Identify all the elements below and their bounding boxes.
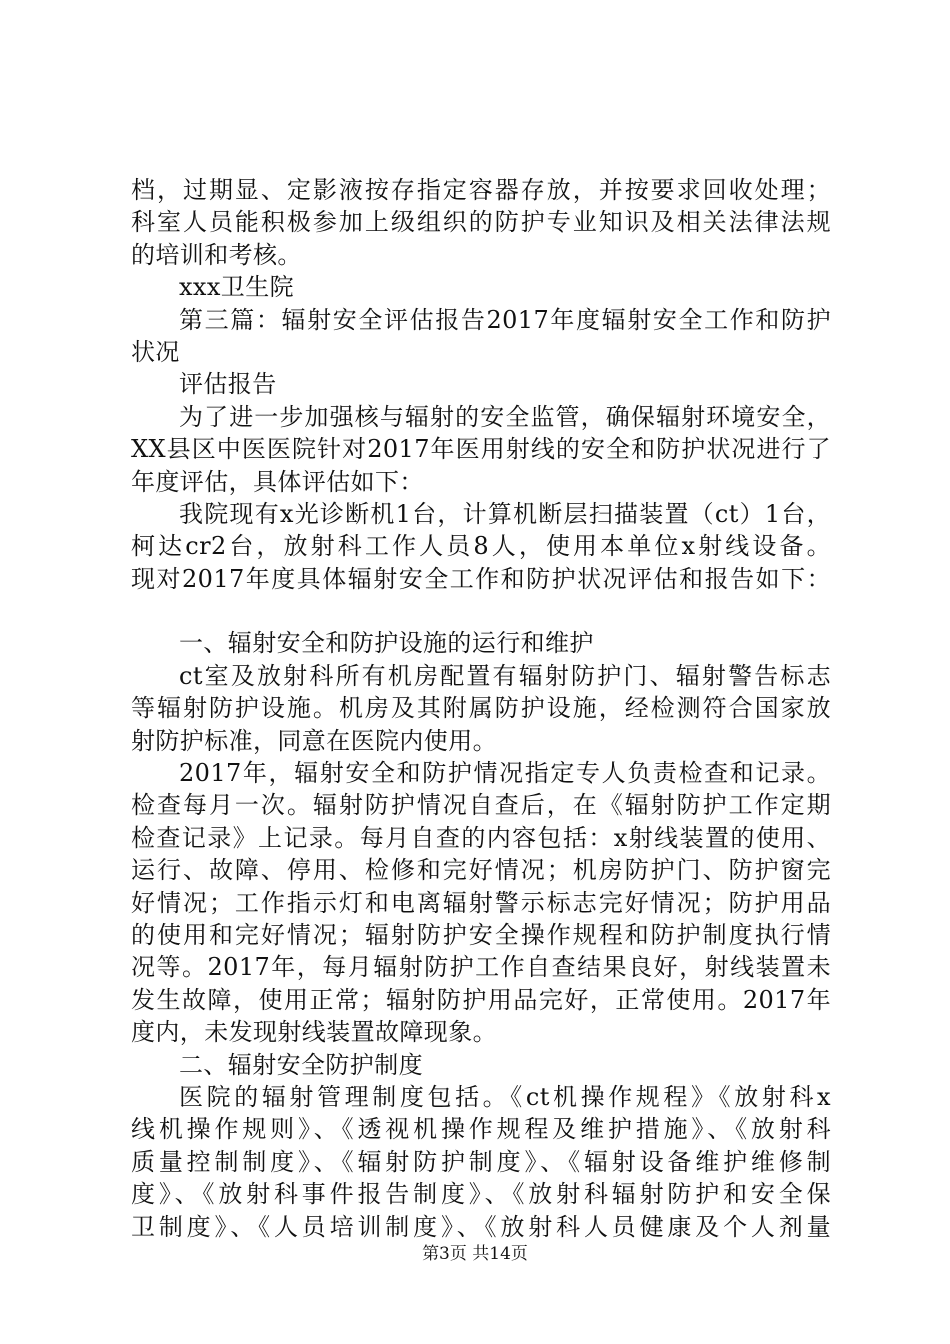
text-line: 档，过期显、定影液按存指定容器存放，并按要求回收处理； [131,176,831,204]
text-line: 的培训和考核。 [131,240,302,269]
text-line: 第三篇：辐射安全评估报告2017年度辐射安全工作和防护 [179,305,831,334]
text-line: 评估报告 [179,370,277,399]
text-line: 运行、故障、停用、检修和完好情况；机房防护门、防护窗完 [131,856,831,885]
text-line: 发生故障，使用正常；辐射防护用品完好，正常使用。2017年 [131,985,831,1014]
text-line: 一、辐射安全和防护设施的运行和维护 [179,629,594,658]
page-footer: 第3页 共14页 [422,1244,528,1264]
text-line: 检查记录》上记录。每月自查的内容包括：x射线装置的使用、 [131,823,831,852]
text-line: 度内，未发现射线装置故障现象。 [131,1018,497,1047]
text-line: 况等。2017年，每月辐射防护工作自查结果良好，射线装置未 [131,953,831,982]
text-line: 度》、《放射科事件报告制度》、《放射科辐射防护和安全保 [131,1180,831,1209]
text-line: 线机操作规则》、《透视机操作规程及维护措施》、《放射科 [131,1115,831,1144]
text-line: XX县区中医医院针对2017年医用射线的安全和防护状况进行了 [131,435,831,464]
text-line: 为了进一步加强核与辐射的安全监管，确保辐射环境安全， [179,402,831,431]
text-line: ct室及放射科所有机房配置有辐射防护门、辐射警告标志 [179,661,831,690]
text-line: 柯达cr2台，放射科工作人员8人，使用本单位x射线设备。 [131,532,831,561]
text-line: 的使用和完好情况；辐射防护安全操作规程和防护制度执行情 [131,920,831,949]
text-line: 卫制度》、《人员培训制度》、《放射科人员健康及个人剂量 [131,1212,831,1241]
text-line: 二、辐射安全防护制度 [179,1050,423,1079]
text-line: 检查每月一次。辐射防护情况自查后，在《辐射防护工作定期 [131,791,831,820]
text-line: 2017年，辐射安全和防护情况指定专人负责检查和记录。 [179,759,831,788]
text-line: 射防护标准，同意在医院内使用。 [131,726,497,755]
document-body [131,174,831,1243]
blank-line [131,595,831,627]
text-line: 现对2017年度具体辐射安全工作和防护状况评估和报告如下： [131,564,831,593]
text-line: 医院的辐射管理制度包括。《ct机操作规程》《放射科x [179,1082,831,1111]
text-line: 好情况；工作指示灯和电离辐射警示标志完好情况；防护用品 [131,888,831,917]
text-line: 我院现有x光诊断机1台，计算机断层扫描装置（ct）1台， [179,499,831,528]
text-line: 状况 [131,337,180,366]
text-line: 科室人员能积极参加上级组织的防护专业知识及相关法律法规 [131,208,831,237]
text-line: 等辐射防护设施。机房及其附属防护设施，经检测符合国家放 [131,694,831,723]
text-line: xxx卫生院 [179,273,295,302]
text-line: 年度评估，具体评估如下： [131,467,424,496]
text-line: 质量控制制度》、《辐射防护制度》、《辐射设备维护维修制 [131,1147,831,1176]
